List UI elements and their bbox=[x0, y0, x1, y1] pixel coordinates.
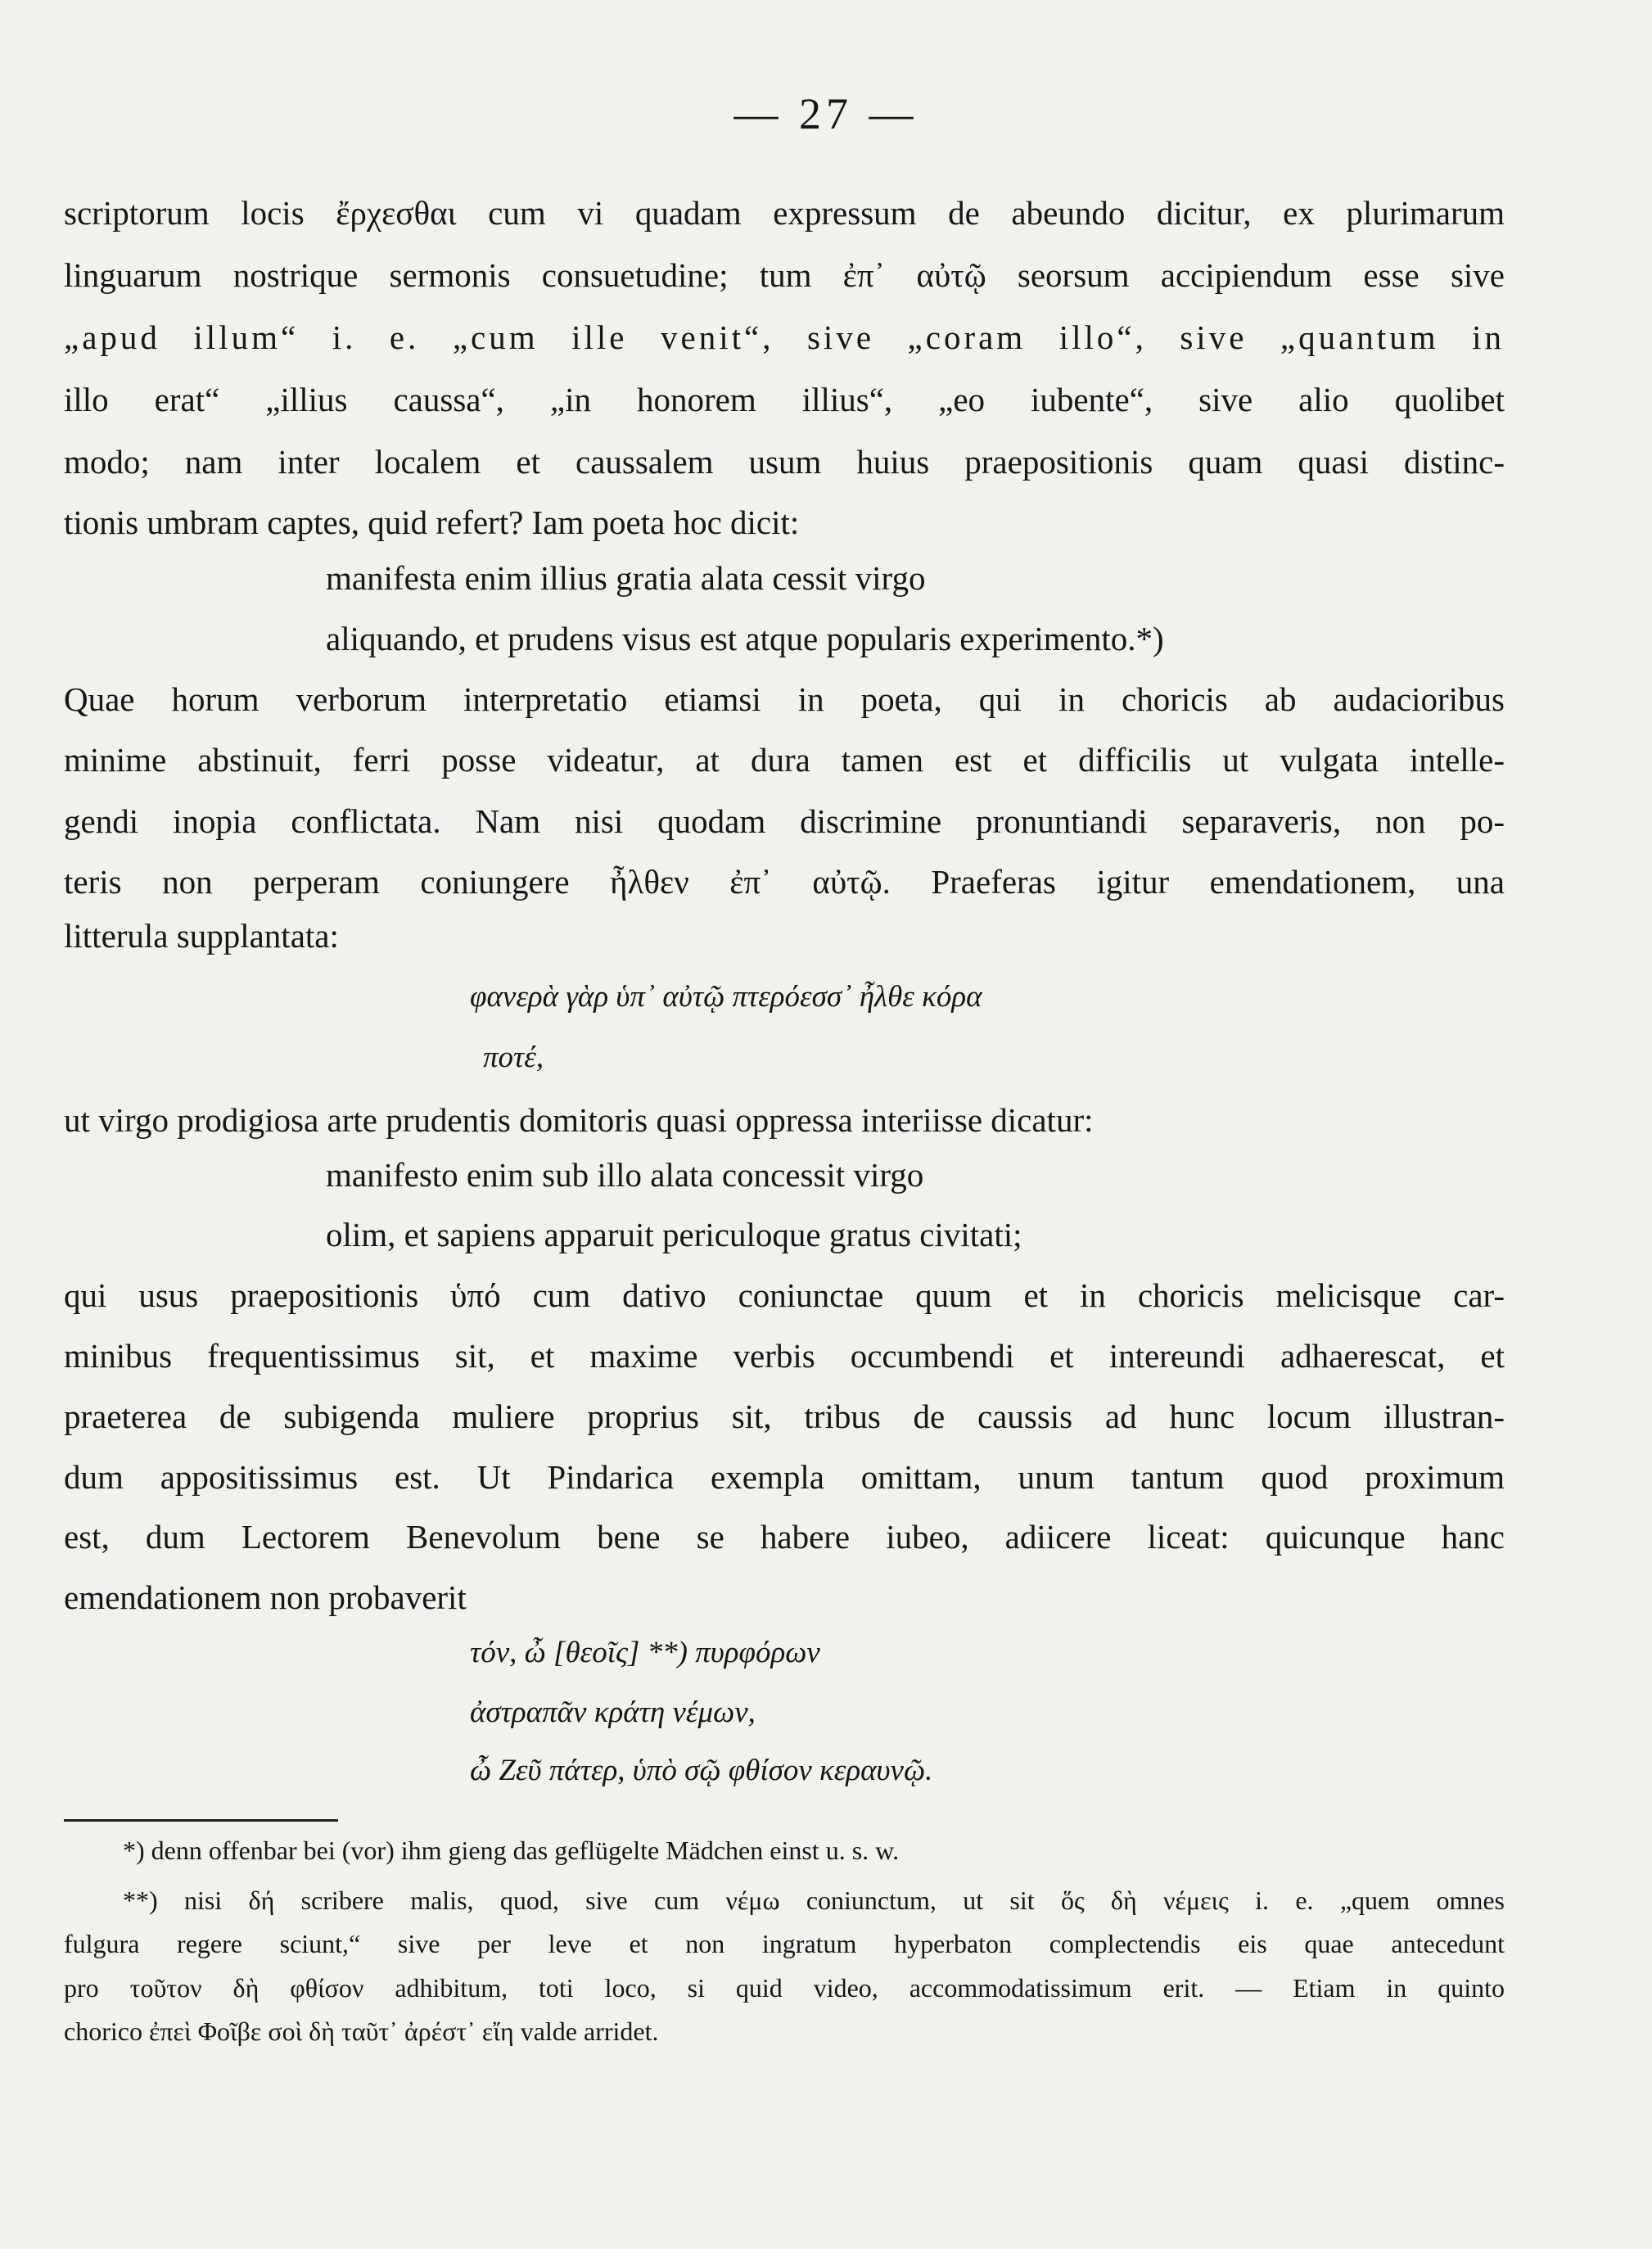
body-line-3: „apud illum“ i. e. „cum ille venit“, sive „coram illo“, sive „quantum in bbox=[64, 318, 1505, 356]
body4-line-1: qui usus praepositionis ὑπό cum dativo coniunctae quum et in choricis melicisque car- bbox=[64, 1276, 1505, 1314]
footnote-2-line-1: **) nisi δή scribere malis, quod, sive cum νέμω coniunctum, ut sit ὅς δὴ νέμεις i. e. „quem omnes bbox=[123, 1885, 1505, 1915]
body4-line-4: dum appositissimus est. Ut Pindarica exempla omittam, unum tantum quod proximum bbox=[64, 1458, 1505, 1496]
body4-line-6: emendationem non probaverit bbox=[64, 1578, 467, 1616]
body-line-6: tionis umbram captes, quid refert? Iam poeta hoc dicit: bbox=[64, 504, 800, 541]
verse2-line-1: manifesto enim sub illo alata concessit virgo bbox=[326, 1156, 924, 1194]
verse2-line-2: olim, et sapiens apparuit periculoque gratus civitati; bbox=[326, 1216, 1022, 1253]
footnote-2-line-2: fulgura regere sciunt,“ sive per leve et non ingratum hyperbaton complectendis eis quae antecedunt bbox=[64, 1929, 1505, 1958]
greek-verse1-line-2: ποτέ, bbox=[483, 1041, 544, 1074]
greek-verse2-line-2: ἀστραπᾶν κράτη νέμων, bbox=[470, 1696, 756, 1729]
body4-line-3: praeterea de subigenda muliere proprius sit, tribus de caussis ad hunc locum illustran- bbox=[64, 1398, 1505, 1435]
footnote-2-line-3: pro τοῦτον δὴ φθίσον adhibitum, toti loco, si quid video, accommodatissimum erit. — Etiam in quinto bbox=[64, 1973, 1505, 2003]
body2-line-4: teris non perperam coniungere ἦλθεν ἐπ᾽ αὐτῷ. Praeferas igitur emendationem, una bbox=[64, 863, 1505, 901]
body2-line-3: gendi inopia conflictata. Nam nisi quodam discrimine pronuntiandi separaveris, non po- bbox=[64, 802, 1505, 840]
footnote-1: *) denn offenbar bei (vor) ihm gieng das geflügelte Mädchen einst u. s. w. bbox=[123, 1836, 900, 1865]
body-line-5: modo; nam inter localem et caussalem usum huius praepositionis quam quasi distinc- bbox=[64, 443, 1505, 481]
greek-verse2-line-1: τόν, ὦ [θεοῖς] **) πυρφόρων bbox=[470, 1636, 820, 1669]
verse1-line-2: aliquando, et prudens visus est atque popularis experimento.*) bbox=[326, 620, 1164, 657]
body3-line-1: ut virgo prodigiosa arte prudentis domitoris quasi oppressa interiisse dicatur: bbox=[64, 1101, 1094, 1139]
body4-line-2: minibus frequentissimus sit, et maxime verbis occumbendi et intereundi adhaerescat, et bbox=[64, 1337, 1505, 1375]
body-line-1: scriptorum locis ἔρχεσθαι cum vi quadam expressum de abeundo dicitur, ex plurimarum bbox=[64, 194, 1505, 232]
body4-line-5: est, dum Lectorem Benevolum bene se habere iubeo, adiicere liceat: quicunque hanc bbox=[64, 1518, 1505, 1556]
verse1-line-1: manifesta enim illius gratia alata cessit virgo bbox=[326, 559, 926, 597]
body2-line-2: minime abstinuit, ferri posse videatur, at dura tamen est et difficilis ut vulgata intelle- bbox=[64, 741, 1505, 779]
footnote-rule bbox=[64, 1819, 338, 1822]
body2-line-1: Quae horum verborum interpretatio etiamsi in poeta, qui in choricis ab audacioribus bbox=[64, 680, 1505, 718]
page-number: — 27 — bbox=[733, 89, 919, 138]
footnote-2-line-4: chorico ἐπεὶ Φοῖβε σοὶ δὴ ταῦτ᾽ ἀρέστ᾽ εἴη valde arridet. bbox=[64, 2016, 659, 2046]
body2-line-5: litterula supplantata: bbox=[64, 917, 339, 955]
greek-verse1-line-1: φανερὰ γὰρ ὑπ᾽ αὐτῷ πτερόεσσ᾽ ἦλθε κόρα bbox=[470, 980, 982, 1014]
greek-verse2-line-3: ὦ Ζεῦ πάτερ, ὑπὸ σῷ φθίσον κεραυνῷ. bbox=[470, 1754, 933, 1787]
body-line-2: linguarum nostrique sermonis consuetudine; tum ἐπ᾽ αὐτῷ seorsum accipiendum esse sive bbox=[64, 256, 1505, 294]
body-line-4: illo erat“ „illius caussa“, „in honorem illius“, „eo iubente“, sive alio quolibet bbox=[64, 381, 1505, 418]
